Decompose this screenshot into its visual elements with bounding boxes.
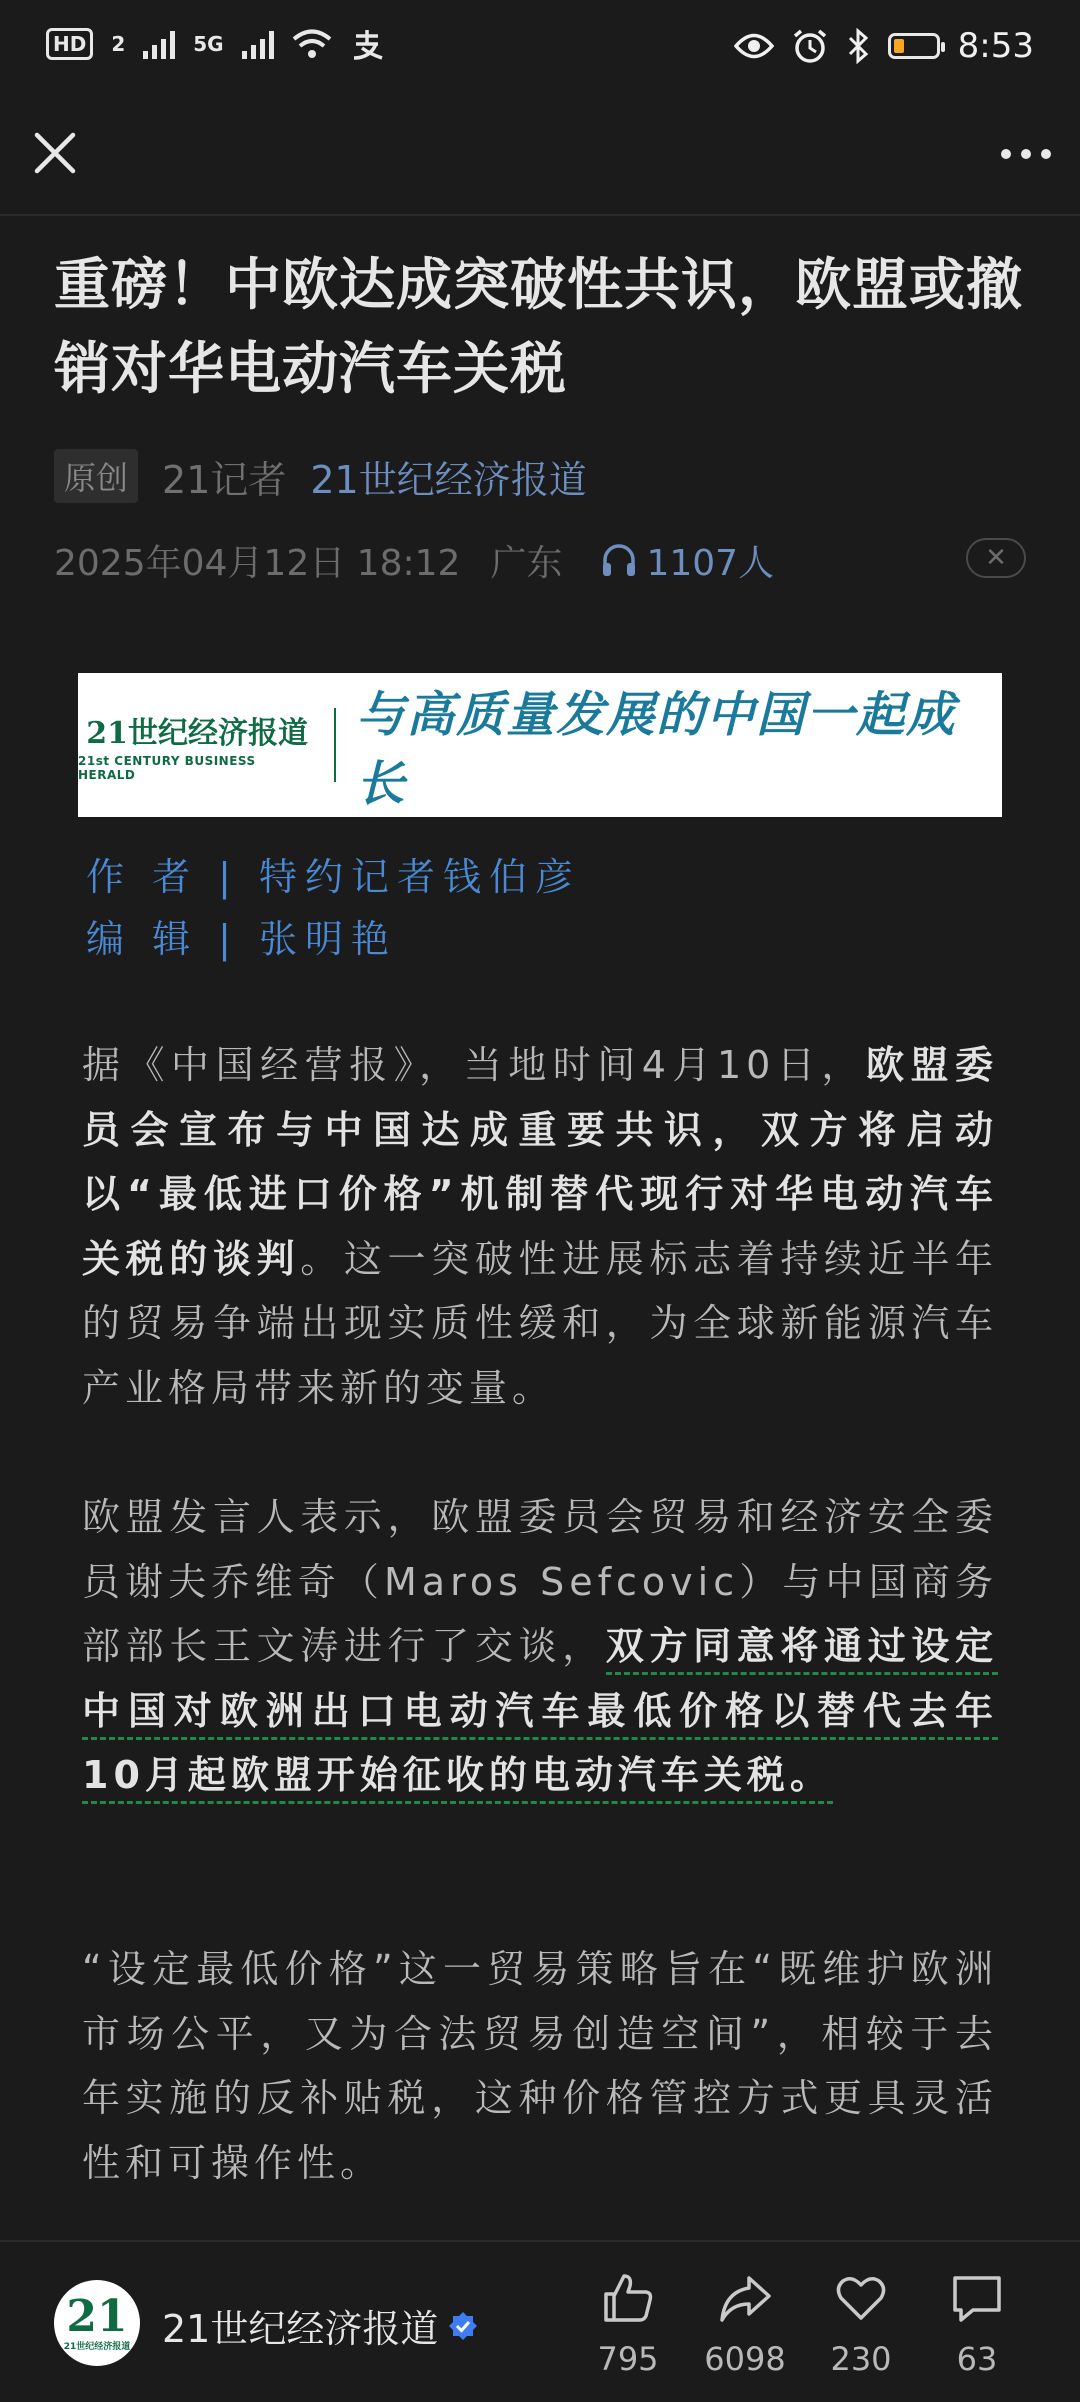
paragraph-2 bbox=[82, 1485, 998, 1808]
more-button[interactable] bbox=[994, 128, 1058, 180]
headphones-icon bbox=[600, 542, 638, 578]
like-button[interactable] bbox=[583, 2270, 673, 2378]
wifi-icon bbox=[292, 28, 332, 60]
banner-brand-cn: 21世纪经济报道 bbox=[86, 716, 308, 751]
status-bar bbox=[0, 0, 1080, 100]
alarm-icon bbox=[792, 28, 828, 64]
paragraph-2-lead: 欧盟发言人表示，欧盟委员会贸易和经济安全委员谢夫乔维奇（Maros Sefcovic）与中国商务部部长王文涛进行了交谈， bbox=[82, 1495, 998, 1668]
top-bar bbox=[0, 100, 1080, 216]
signal-icon bbox=[143, 29, 175, 59]
publisher-name-text: 21世纪经济报道 bbox=[162, 2307, 439, 2351]
logo-number: 21 bbox=[66, 2290, 128, 2342]
network-label: 5G bbox=[193, 32, 224, 56]
battery-icon bbox=[888, 33, 940, 59]
publish-datetime: 2025年04月12日 18:12 bbox=[54, 542, 461, 584]
source-link[interactable]: 21世纪经济报道 bbox=[310, 457, 587, 502]
clock: 8:53 bbox=[957, 26, 1034, 66]
battery-fill bbox=[894, 39, 904, 53]
close-icon bbox=[24, 122, 86, 184]
share-count: 6098 bbox=[704, 2340, 786, 2378]
comment-button[interactable] bbox=[932, 2270, 1022, 2378]
comment-count: 63 bbox=[956, 2340, 998, 2378]
publish-region: 广东 bbox=[490, 542, 563, 584]
hd-label: HD bbox=[53, 32, 87, 56]
banner-brand-en: 21st CENTURY BUSINESS HERALD bbox=[78, 754, 256, 782]
publisher-name[interactable] bbox=[162, 2298, 478, 2353]
paragraph-1-rest: 。这一突破性进展标志着持续近半年的贸易争端出现实质性缓和，为全球新能源汽车产业格局带来新的变量。 bbox=[82, 1236, 998, 1410]
bottom-bar bbox=[0, 2240, 1080, 2402]
editor-credit: 编 辑 | 张明艳 bbox=[86, 917, 398, 961]
listener-count: 1107人 bbox=[646, 542, 775, 584]
article-credits bbox=[86, 846, 581, 970]
share-button[interactable] bbox=[700, 2270, 790, 2378]
like-count: 795 bbox=[597, 2340, 659, 2378]
article-meta bbox=[54, 448, 587, 504]
author-nick[interactable]: 21记者 bbox=[162, 457, 287, 502]
author-credit: 作 者 | 特约记者钱伯彦 bbox=[86, 855, 582, 899]
status-right bbox=[734, 26, 1034, 66]
alipay-icon bbox=[350, 28, 384, 60]
status-left bbox=[46, 28, 384, 60]
paragraph-1-bold: 欧盟委员会宣布与中国达成重要共识，双方将启动以“最低进口价格”机制替代现行对华电动汽车关税的谈判 bbox=[82, 1043, 998, 1281]
close-button[interactable] bbox=[24, 122, 86, 184]
sim-label: 2 bbox=[111, 32, 126, 56]
article-title: 重磅！中欧达成突破性共识，欧盟或撤销对华电动汽车关税 bbox=[54, 253, 1023, 402]
share-icon bbox=[717, 2270, 773, 2326]
heart-icon bbox=[833, 2270, 889, 2326]
banner-slogan: 与高质量发展的中国一起成长 bbox=[356, 687, 957, 812]
thumbs-up-icon bbox=[600, 2270, 656, 2326]
original-badge: 原创 bbox=[54, 449, 138, 503]
publisher-avatar[interactable] bbox=[54, 2280, 140, 2366]
bluetooth-icon bbox=[846, 28, 870, 64]
hd-icon bbox=[46, 28, 93, 60]
verified-icon bbox=[448, 2311, 478, 2341]
dismiss-button[interactable] bbox=[966, 538, 1026, 578]
banner-brand-logo bbox=[78, 708, 336, 782]
eye-icon bbox=[734, 31, 774, 61]
favorite-count: 230 bbox=[830, 2340, 892, 2378]
article-meta-2 bbox=[54, 532, 1026, 588]
header-banner bbox=[78, 673, 1002, 817]
paragraph-1 bbox=[82, 1033, 998, 1420]
signal-2-icon bbox=[242, 29, 274, 59]
paragraph-2-highlight[interactable]: 双方同意将通过设定中国对欧洲出口电动汽车最低价格以替代去年10月起欧盟开始征收的电动汽车关税。 bbox=[82, 1624, 998, 1804]
comment-icon bbox=[949, 2270, 1005, 2326]
logo-subtitle: 21世纪经济报道 bbox=[63, 2341, 131, 2352]
favorite-button[interactable] bbox=[816, 2270, 906, 2378]
close-small-icon: ✕ bbox=[985, 543, 1007, 573]
listen-button[interactable] bbox=[600, 535, 774, 586]
paragraph-1-lead: 据《中国经营报》，当地时间4月10日， bbox=[82, 1043, 866, 1087]
more-icon bbox=[994, 128, 1058, 180]
paragraph-3: “设定最低价格”这一贸易策略旨在“既维护欧洲市场公平，又为合法贸易创造空间”，相较于去年实施的反补贴税，这种价格管控方式更具灵活性和可操作性。 bbox=[82, 1947, 998, 2185]
